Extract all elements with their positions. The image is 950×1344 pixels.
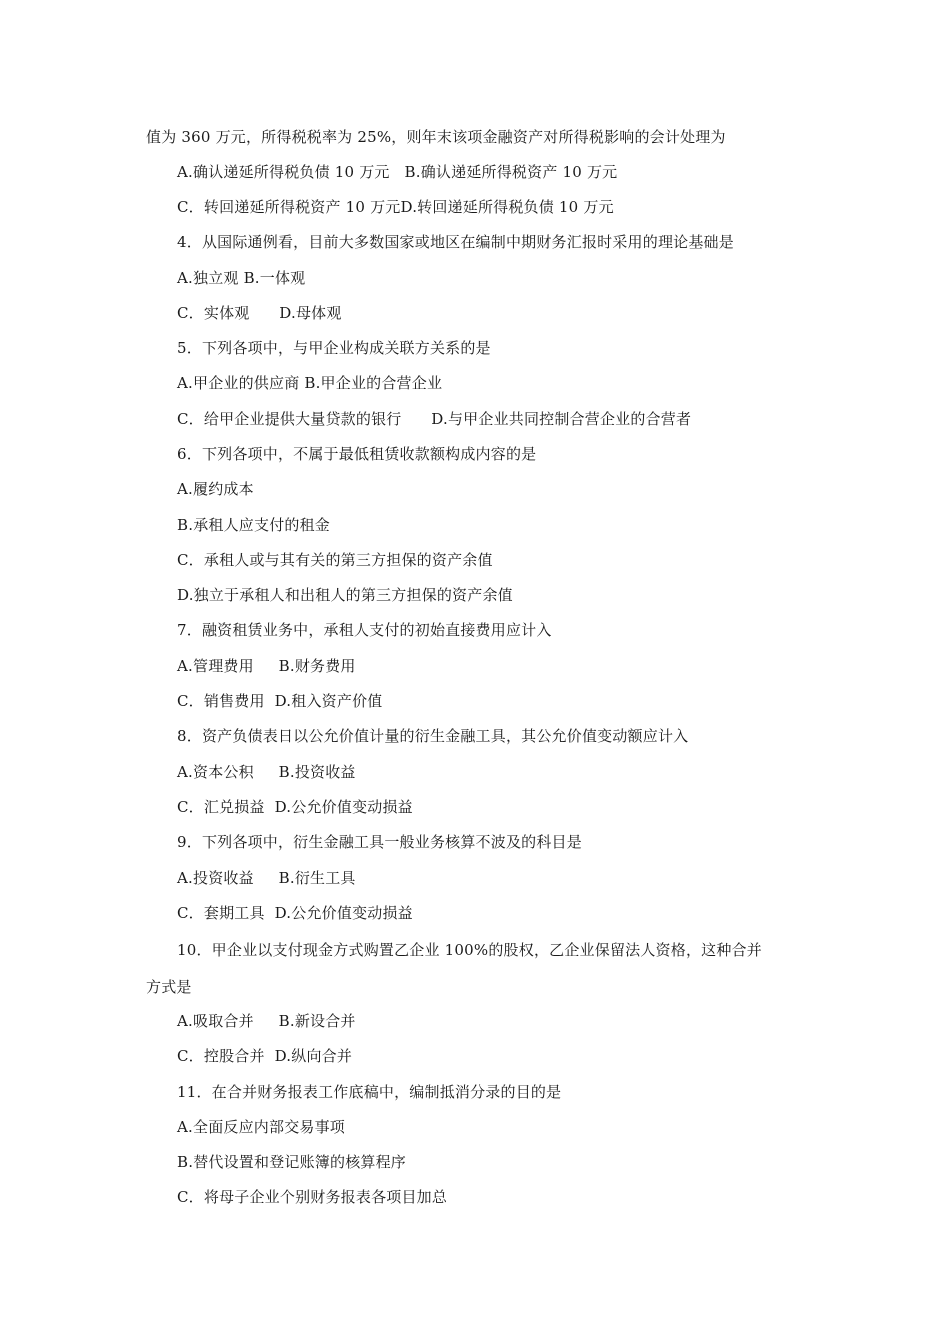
question-8-stem: 8．资产负债表日以公允价值计量的衍生金融工具，其公允价值变动额应计入 — [177, 727, 689, 745]
question-3-options-ab: A.确认递延所得税负债 10 万元 B.确认递延所得税资产 10 万元 — [177, 163, 618, 181]
question-5-options-ab: A.甲企业的供应商 B.甲企业的合营企业 — [177, 374, 443, 392]
question-5-stem: 5．下列各项中，与甲企业构成关联方关系的是 — [177, 339, 491, 357]
question-11-option-b: B.替代设置和登记账簿的核算程序 — [177, 1153, 406, 1171]
question-9-options-cd: C．套期工具 D.公允价值变动损益 — [177, 904, 413, 922]
question-4-options-ab: A.独立观 B.一体观 — [177, 269, 306, 287]
question-11-option-c: C．将母子企业个别财务报表各项目加总 — [177, 1188, 448, 1206]
question-10-stem-continuation: 方式是 — [146, 978, 192, 996]
question-6-option-b: B.承租人应支付的租金 — [177, 516, 330, 534]
question-8-options-ab: A.资本公积 B.投资收益 — [177, 763, 356, 781]
question-7-stem: 7．融资租赁业务中，承租人支付的初始直接费用应计入 — [177, 621, 552, 639]
question-11-stem: 11．在合并财务报表工作底稿中，编制抵消分录的目的是 — [177, 1083, 562, 1101]
question-11-option-a: A.全面反应内部交易事项 — [177, 1118, 346, 1136]
question-6-option-c: C．承租人或与其有关的第三方担保的资产余值 — [177, 551, 493, 569]
question-3-stem-continuation: 值为 360 万元，所得税税率为 25%，则年末该项金融资产对所得税影响的会计处理为 — [146, 128, 726, 146]
question-5-options-cd: C．给甲企业提供大量贷款的银行 D.与甲企业共同控制合营企业的合营者 — [177, 410, 692, 428]
question-4-options-cd: C．实体观 D.母体观 — [177, 304, 342, 322]
question-6-option-d: D.独立于承租人和出租人的第三方担保的资产余值 — [177, 586, 513, 604]
question-10-stem: 10．甲企业以支付现金方式购置乙企业 100%的股权，乙企业保留法人资格，这种合并 — [177, 941, 762, 959]
question-10-options-ab: A.吸取合并 B.新设合并 — [177, 1012, 356, 1030]
question-9-options-ab: A.投资收益 B.衍生工具 — [177, 869, 356, 887]
question-10-options-cd: C．控股合并 D.纵向合并 — [177, 1047, 353, 1065]
question-6-option-a: A.履约成本 — [177, 480, 254, 498]
question-8-options-cd: C．汇兑损益 D.公允价值变动损益 — [177, 798, 413, 816]
question-7-options-cd: C．销售费用 D.租入资产价值 — [177, 692, 383, 710]
question-9-stem: 9．下列各项中，衍生金融工具一般业务核算不波及的科目是 — [177, 833, 582, 851]
question-4-stem: 4．从国际通例看，目前大多数国家或地区在编制中期财务汇报时采用的理论基础是 — [177, 233, 734, 251]
question-3-options-cd: C．转回递延所得税资产 10 万元D.转回递延所得税负债 10 万元 — [177, 198, 614, 216]
question-7-options-ab: A.管理费用 B.财务费用 — [177, 657, 356, 675]
question-6-stem: 6．下列各项中，不属于最低租赁收款额构成内容的是 — [177, 445, 537, 463]
